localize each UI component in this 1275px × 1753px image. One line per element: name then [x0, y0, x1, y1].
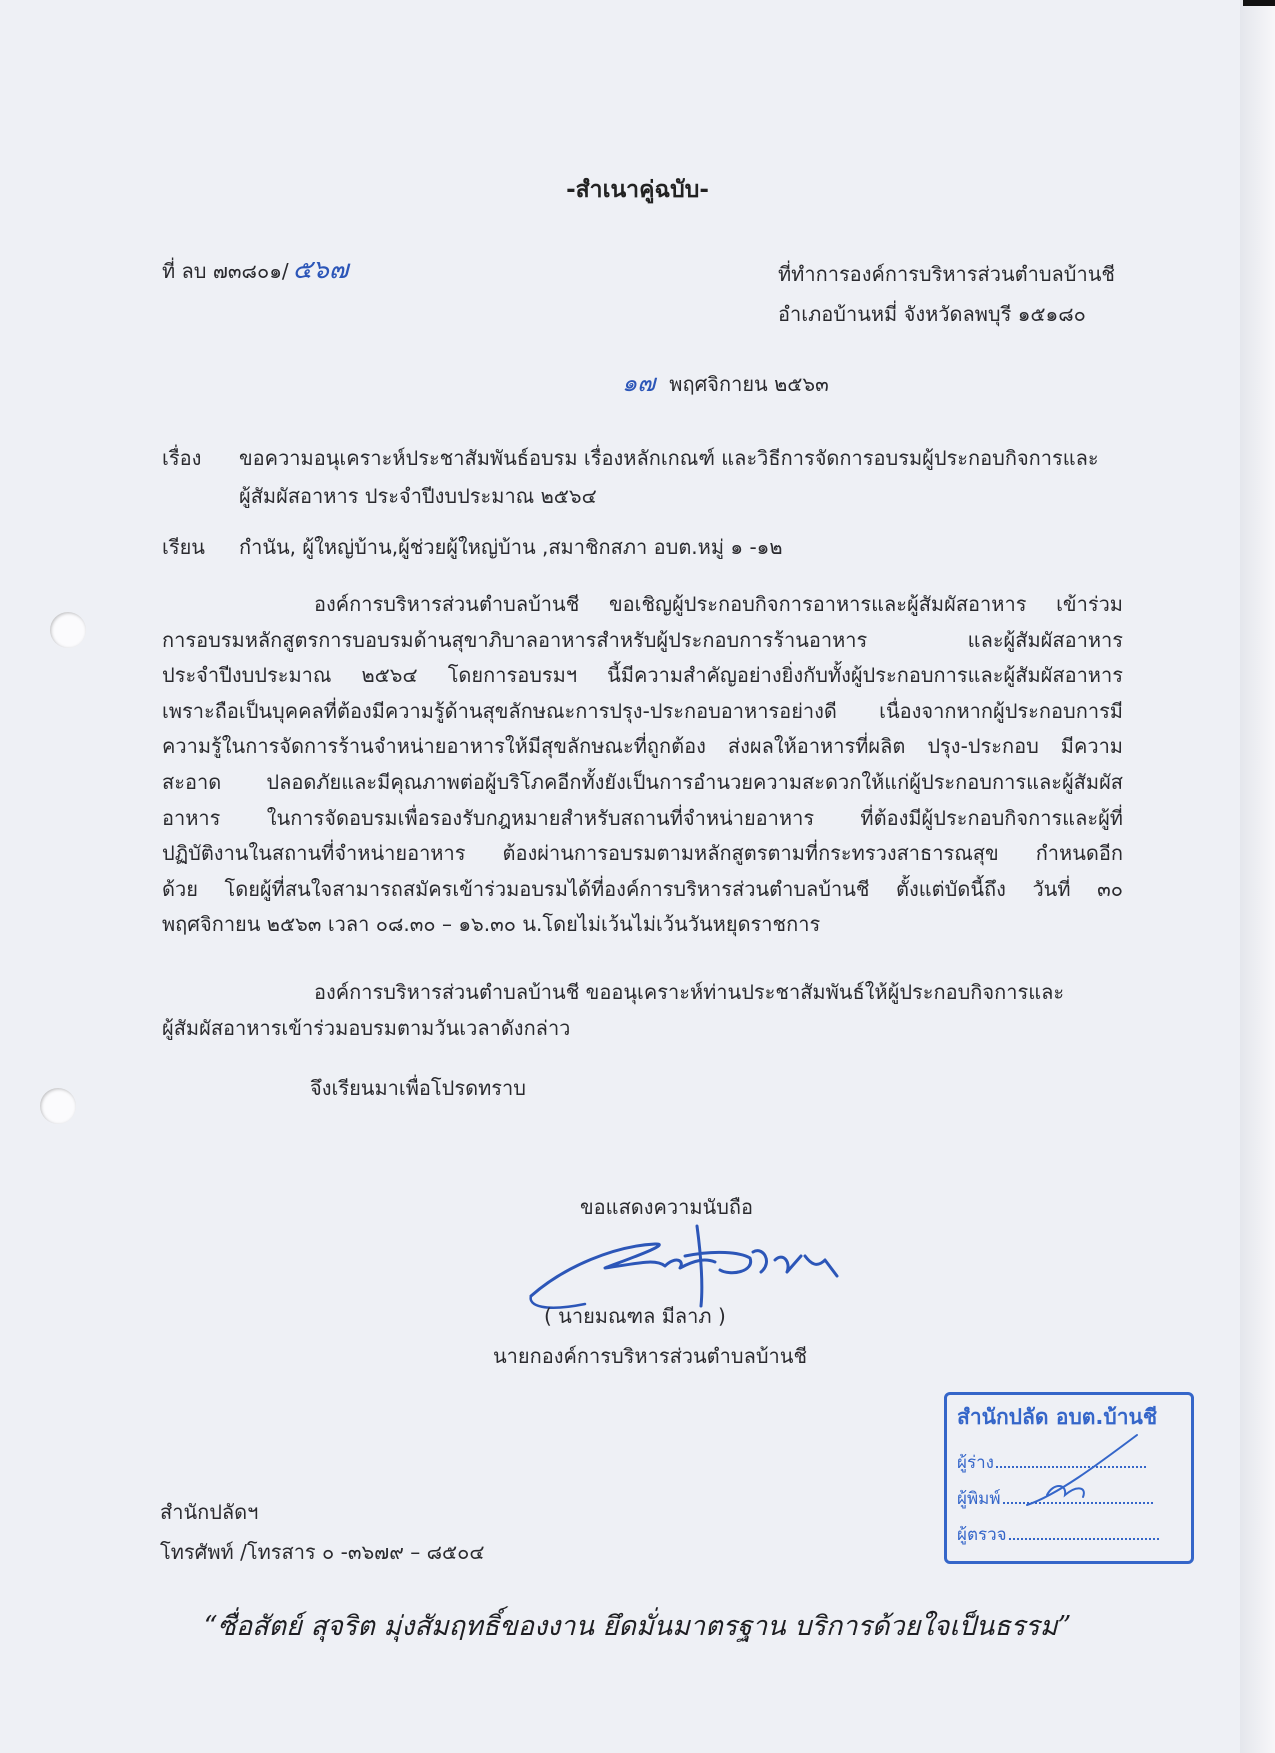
word: ส่งผลให้อาหารที่ผลิต [727, 734, 906, 759]
document-title: -สำเนาคู่ฉบับ- [566, 177, 709, 203]
word: เพราะถือเป็นบุคคลที่ต้องมีความรู้ด้านสุขลักษณะการปรุง-ประกอบอาหารอย่างดี [162, 698, 837, 723]
word: อาหาร [162, 805, 221, 830]
body-paragraph-2 [162, 975, 1123, 1046]
word: ประจำปีงบประมาณ [162, 663, 332, 688]
stamp-initials-scribble [1007, 1425, 1147, 1515]
word: และผู้สัมผัสอาหาร [967, 627, 1123, 652]
word: มีความ [1060, 734, 1123, 759]
recipient-label: เรียน [162, 535, 205, 559]
paragraph-line [162, 623, 1123, 659]
word: โดยการอบรมฯ [447, 663, 578, 688]
word: ที่ต้องมีผู้ประกอบกิจการและผู้ที่ [860, 805, 1123, 830]
word: วันที่ [1032, 876, 1071, 901]
word: เนื่องจากหากผู้ประกอบการมี [879, 698, 1123, 723]
reference-number-printed: ที่ ลบ ๗๓๘๐๑/ [162, 259, 289, 283]
office-name: สำนักปลัดฯ [160, 1500, 259, 1524]
word: นี้มีความสำคัญอย่างยิ่งกับทั้งผู้ประกอบการและผู้สัมผัสอาหาร [607, 663, 1123, 688]
scan-corner-mark [1243, 0, 1275, 6]
stamp-row-drafter-label: ผู้ร่าง [957, 1453, 994, 1473]
paragraph-line [162, 872, 1123, 908]
recipient-value: กำนัน, ผู้ใหญ่บ้าน,ผู้ช่วยผู้ใหญ่บ้าน ,สมาชิกสภา อบต.หมู่ ๑ -๑๒ [239, 535, 783, 559]
paragraph-line [162, 587, 1123, 623]
word: การอบรมหลักสูตรการบอบรมด้านสุขาภิบาลอาหารสำหรับผู้ประกอบการร้านอาหาร [162, 627, 868, 652]
office-contact [160, 1492, 485, 1572]
organization-motto: “ซื่อสัตย์ สุจริต มุ่งสัมฤทธิ์ของงาน ยึดมั่นมาตรฐาน บริการด้วยใจเป็นธรรม” [203, 1611, 1072, 1642]
word: ขอเชิญผู้ประกอบกิจการอาหารและผู้สัมผัสอาหาร [608, 592, 1027, 616]
scan-edge [1240, 0, 1275, 1753]
body-paragraph-1 [162, 587, 1123, 943]
paragraph-line [162, 765, 1123, 801]
paragraph-line [162, 836, 1123, 872]
paragraph-line [162, 658, 1123, 694]
signatory-name: ( นายมณฑล มีลาภ ) [544, 1304, 726, 1328]
punch-hole-top [50, 612, 86, 648]
word: ๒๕๖๔ [361, 663, 418, 688]
reference-number [162, 254, 348, 288]
word: ในการจัดอบรมเพื่อรองรับกฎหมายสำหรับสถานที่จำหน่ายอาหาร [266, 805, 815, 830]
word: สะอาด [162, 769, 222, 794]
paragraph-line: พฤศจิกายน ๒๕๖๓ เวลา ๐๘.๓๐ – ๑๖.๓๐ น.โดยไม่เว้นไม่เว้นวันหยุดราชการ [162, 912, 821, 937]
signatory-position: นายกองค์การบริหารส่วนตำบลบ้านชี [493, 1344, 808, 1368]
date-day-handwritten: ๑๗ [622, 369, 656, 397]
punch-hole-bottom [40, 1088, 76, 1124]
stamp-row-checker [957, 1521, 1159, 1548]
word: ความรู้ในการจัดการร้านจำหน่ายอาหารให้มีสุขลักษณะที่ถูกต้อง [162, 734, 706, 759]
word: องค์การบริหารส่วนตำบลบ้านชี [314, 592, 580, 616]
subject-line-2: ผู้สัมผัสอาหาร ประจำปีงบประมาณ ๒๕๖๔ [239, 484, 597, 508]
word: โดยผู้ที่สนใจสามารถสมัครเข้าร่วมอบรมได้ที่องค์การบริหารส่วนตำบลบ้านชี [224, 876, 870, 901]
stamp-row-checker-label: ผู้ตรวจ [957, 1525, 1007, 1545]
date-month-year: พฤศจิกายน ๒๕๖๓ [669, 372, 829, 396]
subject-label: เรื่อง [162, 446, 202, 470]
document-date [622, 368, 829, 399]
closing-line: จึงเรียนมาเพื่อโปรดทราบ [310, 1076, 526, 1100]
stamp-dotted-line [1009, 1538, 1159, 1540]
word: ต้องผ่านการอบรมตามหลักสูตรตามที่กระทรวงสาธารณสุข [502, 841, 999, 866]
paragraph-line [162, 801, 1123, 837]
signature-respect: ขอแสดงความนับถือ [580, 1195, 754, 1219]
word: ปฏิบัติงานในสถานที่จำหน่ายอาหาร [162, 841, 466, 866]
word: ๓๐ [1097, 876, 1123, 901]
paragraph-line [162, 729, 1123, 765]
office-stamp [944, 1392, 1194, 1564]
word: ปรุง-ประกอบ [927, 734, 1039, 759]
stamp-title: สำนักปลัด อบต.บ้านชี [957, 1405, 1158, 1429]
stamp-row-typist-label: ผู้พิมพ์ [957, 1489, 1001, 1509]
reference-number-handwritten: ๕๖๗ [292, 255, 349, 285]
address-line-2: อำเภอบ้านหมี่ จังหวัดลพบุรี ๑๕๑๘๐ [778, 302, 1086, 326]
sender-address [778, 254, 1115, 334]
word: เข้าร่วม [1056, 592, 1123, 616]
word: กำหนดอีก [1035, 841, 1123, 866]
office-phone: โทรศัพท์ /โทรสาร ๐ -๓๖๗๙ – ๘๕๐๔ [160, 1540, 485, 1564]
paragraph-line: องค์การบริหารส่วนตำบลบ้านชี ขออนุเคราะห์ท่านประชาสัมพันธ์ให้ผู้ประกอบกิจการและ [314, 980, 1065, 1004]
paragraph-line: ผู้สัมผัสอาหารเข้าร่วมอบรมตามวันเวลาดังกล่าว [162, 1015, 571, 1040]
word: ตั้งแต่บัดนี้ถึง [896, 876, 1006, 901]
word: ด้วย [162, 876, 198, 901]
paragraph-line [162, 694, 1123, 730]
address-line-1: ที่ทำการองค์การบริหารส่วนตำบลบ้านชี [778, 262, 1115, 286]
subject-line-1: ขอความอนุเคราะห์ประชาสัมพันธ์อบรม เรื่องหลักเกณฑ์ และวิธีการจัดการอบรมผู้ประกอบกิจการและ [239, 446, 1099, 470]
word: ปลอดภัยและมีคุณภาพต่อผู้บริโภคอีกทั้งยังเป็นการอำนวยความสะดวกให้แก่ผู้ประกอบการและผู้สัมผัส [266, 769, 1123, 794]
